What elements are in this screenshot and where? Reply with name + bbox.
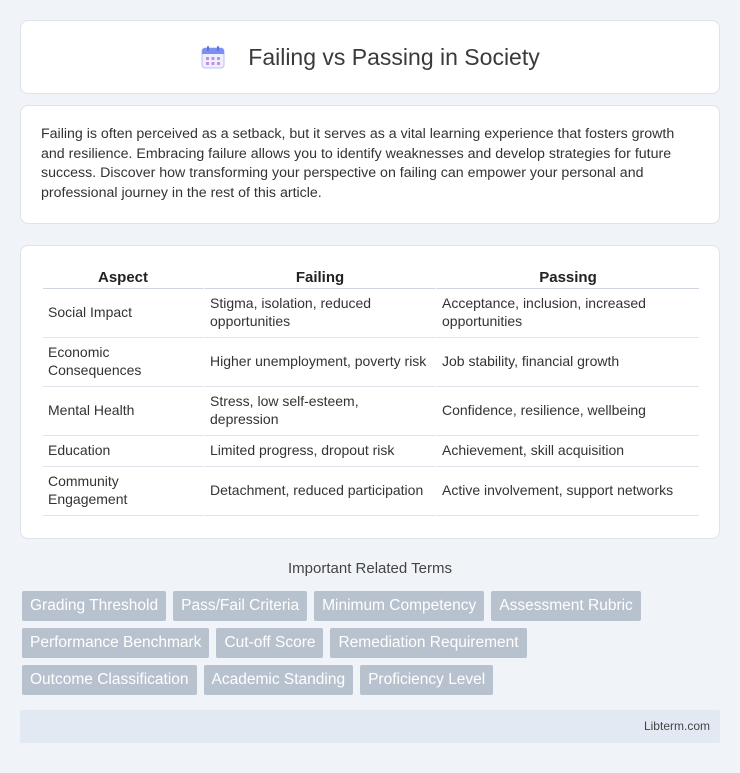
header-passing: Passing	[435, 264, 699, 289]
table-row	[43, 289, 699, 338]
header-aspect: Aspect	[43, 264, 203, 289]
table-row	[43, 387, 699, 436]
tag-assessment-rubric[interactable]: Assessment Rubric	[491, 591, 641, 621]
cell-passing: Confidence, resilience, wellbeing	[435, 387, 699, 436]
tag-remediation-requirement[interactable]: Remediation Requirement	[330, 628, 526, 658]
tag-academic-standing[interactable]: Academic Standing	[204, 665, 354, 695]
comparison-table-card	[20, 245, 720, 539]
tag-performance-benchmark[interactable]: Performance Benchmark	[22, 628, 209, 658]
cell-passing: Achievement, skill acquisition	[435, 436, 699, 467]
tag-row	[22, 628, 722, 658]
table-header-row	[43, 264, 699, 289]
tag-outcome-classification[interactable]: Outcome Classification	[22, 665, 197, 695]
cell-aspect: Economic Consequences	[43, 338, 203, 387]
cell-aspect: Community Engagement	[43, 467, 203, 516]
footer-site-link[interactable]: Libterm.com	[643, 719, 710, 733]
tag-proficiency-level[interactable]: Proficiency Level	[360, 665, 493, 695]
intro-card	[20, 105, 720, 224]
tag-minimum-competency[interactable]: Minimum Competency	[314, 591, 484, 621]
cell-failing: Limited progress, dropout risk	[203, 436, 435, 467]
calendar-icon	[200, 44, 226, 70]
tag-row	[22, 591, 722, 621]
cell-passing: Job stability, financial growth	[435, 338, 699, 387]
intro-paragraph: Failing is often perceived as a setback, but it serves as a vital learning experience that fosters growth and resilience. Embracing failure allows you to identify weaknesses and develop strategies for future success. Discover how transforming your perspective on failing can empower your personal and professional journey in the rest of this article.	[41, 126, 675, 201]
page-title: Failing vs Passing in Society	[248, 43, 540, 70]
cell-failing: Higher unemployment, poverty risk	[203, 338, 435, 387]
cell-passing: Acceptance, inclusion, increased opportunities	[435, 289, 699, 338]
table-row	[43, 467, 699, 516]
table-row	[43, 436, 699, 467]
related-terms-list	[22, 591, 722, 702]
cell-failing: Detachment, reduced participation	[203, 467, 435, 516]
title-card	[20, 20, 720, 94]
comparison-table	[43, 264, 699, 516]
footer	[20, 710, 720, 743]
cell-failing: Stigma, isolation, reduced opportunities	[203, 289, 435, 338]
cell-passing: Active involvement, support networks	[435, 467, 699, 516]
tag-cut-off-score[interactable]: Cut-off Score	[216, 628, 323, 658]
cell-aspect: Social Impact	[43, 289, 203, 338]
related-terms-heading: Important Related Terms	[288, 560, 452, 577]
tag-row	[22, 665, 722, 695]
tag-pass-fail-criteria[interactable]: Pass/Fail Criteria	[173, 591, 307, 621]
tag-grading-threshold[interactable]: Grading Threshold	[22, 591, 166, 621]
header-failing: Failing	[203, 264, 435, 289]
table-row	[43, 338, 699, 387]
cell-aspect: Education	[43, 436, 203, 467]
cell-failing: Stress, low self-esteem, depression	[203, 387, 435, 436]
cell-aspect: Mental Health	[43, 387, 203, 436]
